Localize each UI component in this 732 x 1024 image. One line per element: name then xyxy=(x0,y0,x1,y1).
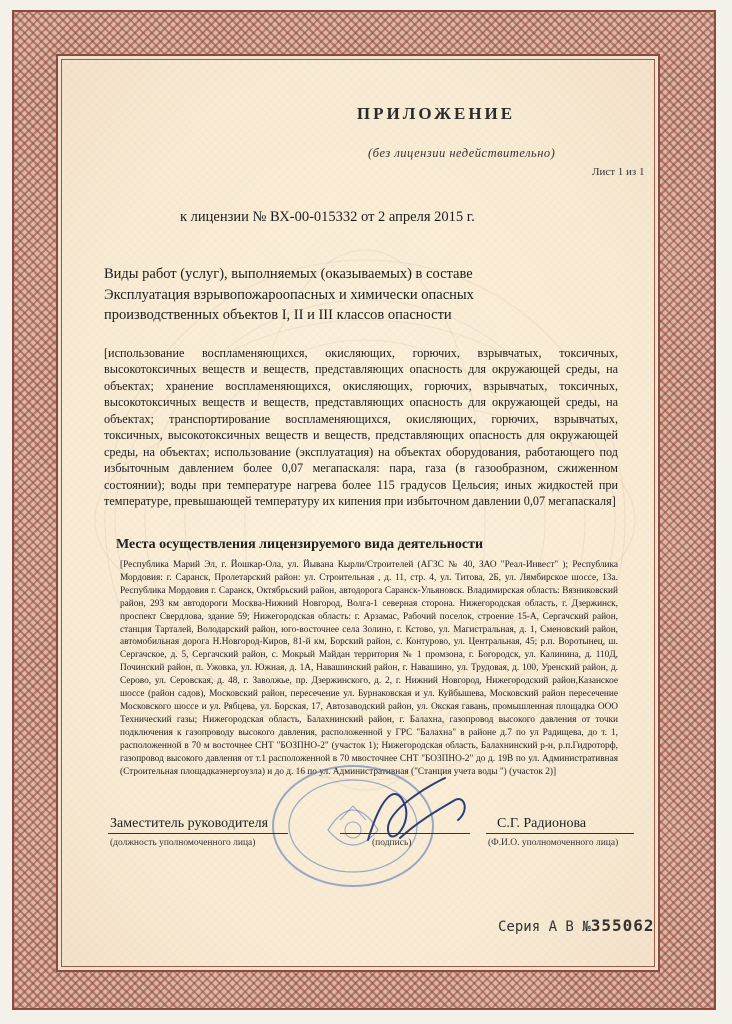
sheet-number: Лист 1 из 1 xyxy=(592,166,645,178)
works-heading-line-1: Виды работ (услуг), выполняемых (оказываемых) в составе xyxy=(104,266,473,282)
name-caption: (Ф.И.О. уполномоченного лица) xyxy=(488,838,619,848)
works-description: [использование воспламеняющихся, окисляющих, горючих, взрывчатых, токсичных, высокотоксичных веществ и веществ, представляющих опасность для окружающей среды, на объектах; хранение воспламеняющихся, окисляющих, горючих, взрывчатых, токсичных, высокотоксичных веществ и веществ, представляющих опасность для окружающей среды, на объектах; транспортирование воспламеняющихся, окисляющих, горючих, взрывчатых, токсичных, высокотоксичных веществ и веществ, представляющих опасность для окружающей среды, на объектах; использование (эксплуатация) на объектах оборудования, работающего под избыточным давлением более 0,07 мегапаскаля: пара, газа (в газообразном, сжиженном состоянии); воды при температуре нагрева более 115 градусов Цельсия; иных жидкостей при температуре, превышающей температуру их кипения при избыточном давлении 0,07 мегапаскаля] xyxy=(104,346,618,509)
works-heading-line-2: Эксплуатация взрывопожароопасных и химически опасных xyxy=(104,286,474,303)
places-heading: Места осуществления лицензируемого вида деятельности xyxy=(116,537,484,552)
signatory-name: С.Г. Радионова xyxy=(497,816,587,831)
series-digits: 355062 xyxy=(590,916,655,935)
role-caption: (должность уполномоченного лица) xyxy=(110,838,256,848)
signatory-role: Заместитель руководителя xyxy=(110,816,269,831)
document-subtitle: (без лицензии недействительно) xyxy=(368,146,556,160)
places-description: [Республика Марий Эл, г. Йошкар-Ола, ул. Йывана Кырли/Строителей (АГЗС № 40, ЗАО "Реал-Инвест" ); Республика Мордовия: г. Саранск, Пролетарский район: ул. Строительная , д. 11, стр. 4, ул. Титова, 2Б, ул. Лямбирское шоссе, 13а. Республика Мордовия г. Саранск, Октябрьский район, автодорога Саранск-Ульяновск. Владимирская область: Вязниковский район, 293 км автодороги Москва-Нижний Новгород, Волга-1 северная сторона. Нижегородская область, г. Дзержинск, проспект Свердлова, здание 59; Нижегородская область: г. Арзамас, Рабочий поселок, строение 15-А, Сергачский район, станция Тарталей, Володарский район, юго-восточнее села Золино, г. Кстово, ул. Магистральная, д. 1, Сменовский район, автомобильная дорога Н.Новгород-Киров, 81-й км, Борский район, с. Контурово, ул. Центральная, 45; р.п. Воротынец, ш. Сергачское, д. 5, Сергачский район, с. Мокрый Майдан территория № 1 промзона, г. Богородск, ул. Калинина, д. 110Д, Починский район, п. Ужовка, ул. Южная, д. 1А, Навашинский район, г. Навашино, ул. Трудовая, д. 100, Уренский район, д. Серово, ул. Серовская, д. 48, г. Заволжье, пр. Дзержинского, д. 2, г. Нижний Новгород, Нижегородский район,Казанское шоссе (район садов), Московский район, пересечение ул. Бурнаковская и ул. Куйбышева, Московский район пересечение Московского шоссе и ул. Рябцева, ул. Борская, 17, Автозаводский район, ул. Окская гавань, промышленная площадка ООО Технический газы; Нижегородская область, Балахнинский район, г. Балахна, газопровод высокого давления от точки подключения к газопроводу высокого давления, расположенной у ГРС "Балахна" в районе д.7 по ул Радищева, до т. 1, расположенной в 70 м восточнее СНТ "БОЗПНО-2" (участок 1); Нижегородская область, Балахнинский р-н, р.п.Гидроторф, газопровод высокого давления от т.1 расположенной в 70 мвосточнее СНТ "БОЗПНО-2" до д. 19В по ул. Административная (Строительная площадкаэнергоузла) и до д. 16 по ул. Административная ("Станция учета воды ") (участок 2)] xyxy=(120,560,618,777)
signature-underline xyxy=(340,833,470,834)
license-number: к лицензии № ВХ-00-015332 от 2 апреля 2015 г. xyxy=(180,209,475,225)
role-underline xyxy=(108,833,288,834)
document-title: ПРИЛОЖЕНИЕ xyxy=(356,104,516,123)
works-heading xyxy=(104,264,574,326)
name-underline xyxy=(486,833,634,834)
signature-caption: (подпись) xyxy=(372,838,412,848)
series-label: Серия А В № xyxy=(498,919,591,935)
series-number xyxy=(498,916,655,935)
works-heading-line-3: производственных объектов I, II и III классов опасности xyxy=(104,307,452,323)
